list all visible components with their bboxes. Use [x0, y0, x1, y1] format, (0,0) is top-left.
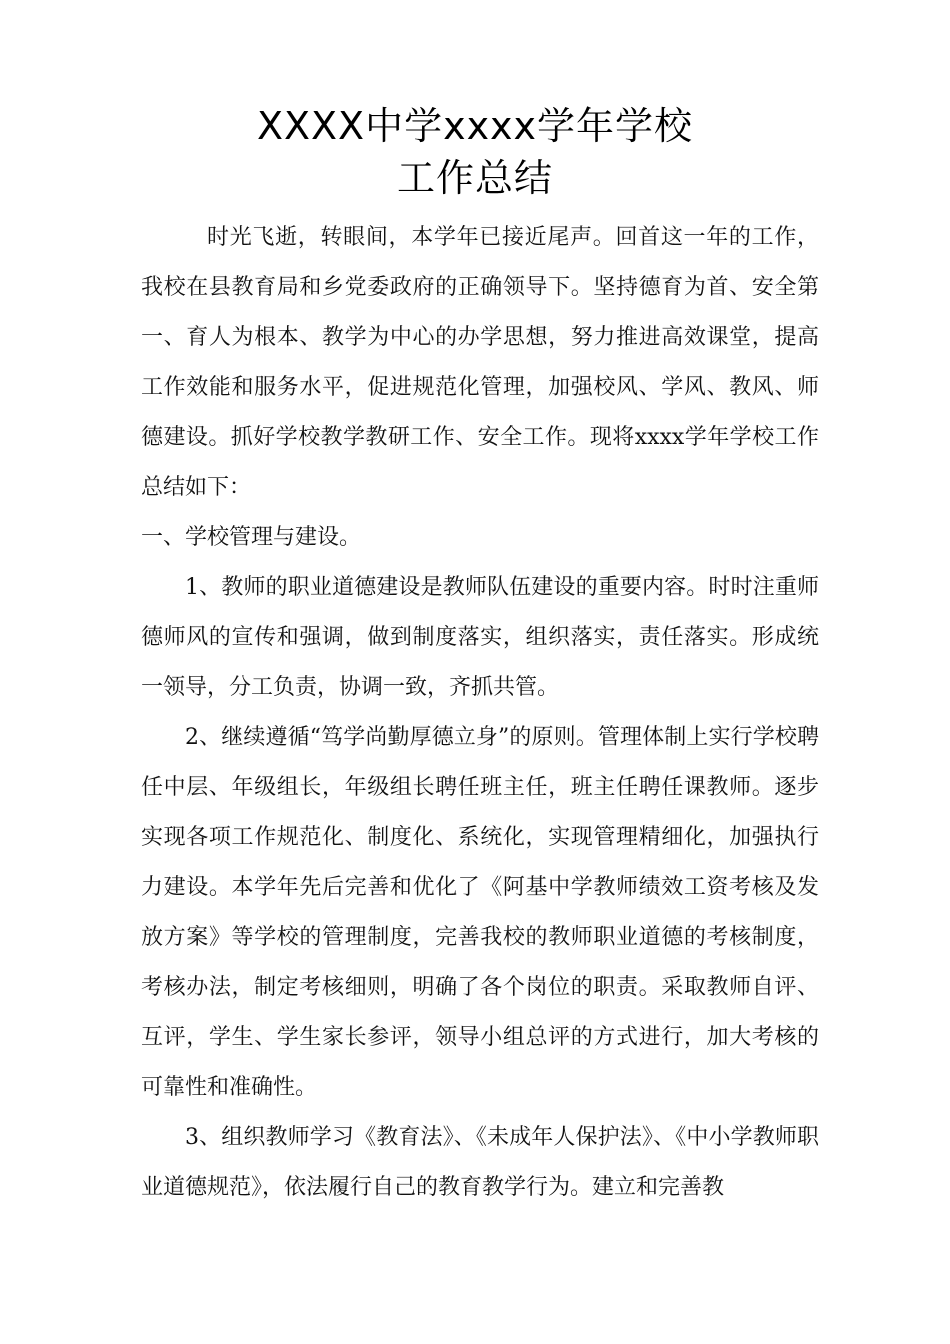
title-block — [0, 100, 950, 204]
document-body — [141, 213, 819, 1213]
paragraph-item-1: 1、教师的职业道德建设是教师队伍建设的重要内容。时时注重师德师风的宣传和强调，做到制度落实，组织落实，责任落实。形成统一领导，分工负责，协调一致，齐抓共管。 — [141, 575, 819, 700]
document-title-line-2: 工作总结 — [396, 156, 553, 200]
paragraph-item-2: 2、继续遵循“笃学尚勤厚德立身”的原则。管理体制上实行学校聘任中层、年级组长，年级组长聘任班主任，班主任聘任课教师。逐步实现各项工作规范化、制度化、系统化，实现管理精细化，加强执行力建设。本学年先后完善和优化了《阿基中学教师绩效工资考核及发放方案》等学校的管理制度，完善我校的教师职业道德的考核制度，考核办法，制定考核细则，明确了各个岗位的职责。采取教师自评、互评，学生、学生家长参评，领导小组总评的方式进行，加大考核的可靠性和准确性。 — [141, 725, 819, 1100]
intro-paragraph: 时光飞逝，转眼间，本学年已接近尾声。回首这一年的工作，我校在县教育局和乡党委政府的正确领导下。坚持德育为首、安全第一、育人为根本、教学为中心的办学思想，努力推进高效课堂，提高工作效能和服务水平，促进规范化管理，加强校风、学风、教风、师德建设。抓好学校教学教研工作、安全工作。现将xxxx学年学校工作总结如下： — [141, 225, 819, 500]
document-title-line-1: XXXX中学xxxx学年学校 — [256, 104, 694, 148]
section-heading-school-management: 一、学校管理与建设。 — [141, 525, 362, 550]
paragraph-item-3: 3、组织教师学习《教育法》、《未成年人保护法》、《中小学教师职业道德规范》，依法履行自己的教育教学行为。建立和完善教 — [141, 1125, 819, 1200]
